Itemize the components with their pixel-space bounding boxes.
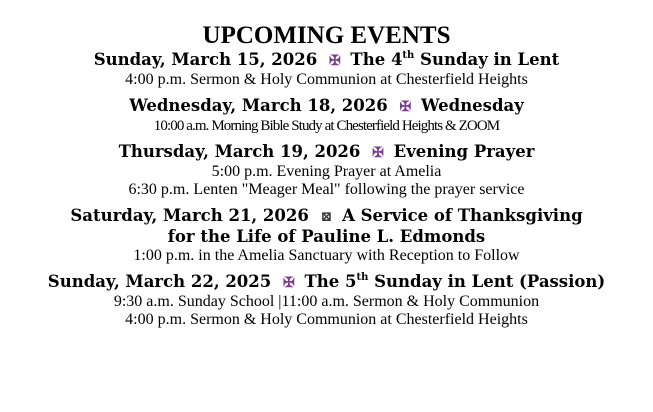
event-detail: 4:00 p.m. Sermon & Holy Communion at Chesterfield Heights [125, 71, 528, 88]
maltese-cross-icon: ✠ [399, 99, 412, 115]
event-item [0, 50, 653, 89]
event-name: The 5th Sunday in Lent (Passion) [304, 271, 606, 291]
event-date: Sunday, March 15, 2026 [93, 50, 318, 69]
event-date: Wednesday, March 18, 2026 [129, 96, 388, 115]
event-detail: 1:00 p.m. in the Amelia Sanctuary with Reception to Follow [133, 247, 520, 264]
event-heading [0, 96, 653, 117]
maltese-cross-icon: ✠ [372, 145, 384, 161]
boxed-cross-icon: ⊠ [320, 209, 333, 225]
event-heading [0, 50, 653, 71]
event-heading [0, 142, 653, 163]
event-item [0, 142, 653, 199]
event-heading [0, 272, 653, 293]
event-detail: 9:30 a.m. Sunday School |11:00 a.m. Sermon & Holy Communion [113, 293, 540, 310]
event-item [0, 206, 653, 265]
maltese-cross-icon: ✠ [328, 53, 341, 69]
event-date: Thursday, March 19, 2026 [118, 142, 361, 161]
event-name: A Service of Thanksgiving [342, 206, 583, 225]
event-heading [0, 206, 653, 227]
maltese-cross-icon: ✠ [283, 275, 295, 291]
event-item [0, 272, 653, 329]
event-name: Evening Prayer [393, 142, 535, 161]
event-date: Sunday, March 22, 2025 [47, 272, 272, 291]
event-name-continued: for the Life of Pauline L. Edmonds [167, 227, 486, 246]
event-detail: 4:00 p.m. Sermon & Holy Communion at Chesterfield Heights [125, 311, 528, 328]
event-date: Saturday, March 21, 2026 [70, 206, 309, 225]
event-item [0, 96, 653, 135]
page-title: UPCOMING EVENTS [202, 22, 451, 49]
event-detail: 10:00 a.m. Morning Bible Study at Chesterfield Heights & ZOOM [153, 118, 500, 134]
event-detail: 6:30 p.m. Lenten "Meager Meal" following the prayer service [128, 181, 525, 198]
event-detail: 5:00 p.m. Evening Prayer at Amelia [211, 163, 442, 180]
event-name: The 4th Sunday in Lent [350, 49, 560, 69]
event-name: Wednesday [420, 96, 524, 115]
